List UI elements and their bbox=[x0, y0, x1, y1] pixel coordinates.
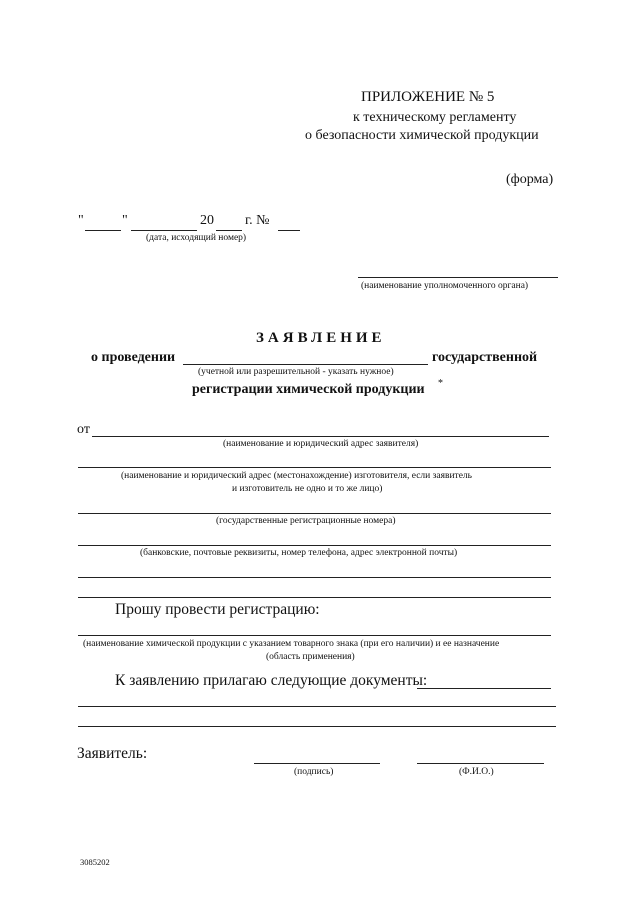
regulation-line-1: к техническому регламенту bbox=[353, 110, 517, 125]
full-name-field[interactable] bbox=[417, 763, 544, 764]
registration-numbers-field[interactable] bbox=[78, 513, 551, 514]
signature-field[interactable] bbox=[254, 763, 380, 764]
from-label: от bbox=[77, 422, 90, 437]
date-year-field[interactable] bbox=[216, 230, 242, 231]
attachments-line-1[interactable] bbox=[78, 706, 556, 707]
signature-caption: (подпись) bbox=[294, 767, 334, 777]
document-code: 3085202 bbox=[80, 857, 110, 867]
appendix-title: ПРИЛОЖЕНИЕ № 5 bbox=[361, 89, 495, 105]
manufacturer-caption-line1: (наименование и юридический адрес (местонахождение) изготовителя, если заявитель bbox=[121, 471, 472, 481]
regulation-line-2: о безопасности химической продукции bbox=[305, 128, 539, 143]
product-caption-line1: (наименование химической продукции с указанием товарного знака (при его наличии) и ее назначение bbox=[83, 639, 500, 649]
date-day-field[interactable] bbox=[85, 230, 121, 231]
registration-type-field[interactable] bbox=[183, 364, 428, 365]
attachments-field-inline[interactable] bbox=[417, 688, 551, 689]
date-month-field[interactable] bbox=[131, 230, 197, 231]
applicant-label: Заявитель: bbox=[77, 745, 148, 762]
registration-type-caption: (учетной или разрешительной - указать нужное) bbox=[198, 367, 394, 377]
footnote-mark: * bbox=[438, 378, 443, 389]
number-label: г. № bbox=[245, 213, 270, 228]
date-quote-close: " bbox=[122, 213, 128, 228]
date-caption: (дата, исходящий номер) bbox=[146, 233, 247, 243]
title-line1-suffix: государственной bbox=[432, 350, 538, 365]
product-caption-line2: (область применения) bbox=[266, 652, 355, 662]
extra-line-2[interactable] bbox=[78, 597, 551, 598]
registration-numbers-caption: (государственные регистрационные номера) bbox=[216, 516, 396, 526]
outgoing-number-field[interactable] bbox=[278, 230, 300, 231]
authority-caption: (наименование уполномоченного органа) bbox=[361, 281, 529, 291]
product-field[interactable] bbox=[78, 635, 551, 636]
request-text: Прошу провести регистрацию: bbox=[115, 601, 320, 618]
manufacturer-caption-line2: и изготовитель не одно и то же лицо) bbox=[232, 484, 383, 494]
form-label: (форма) bbox=[506, 172, 554, 187]
full-name-caption: (Ф.И.О.) bbox=[459, 767, 494, 777]
manufacturer-field[interactable] bbox=[78, 467, 551, 468]
document-title: ЗАЯВЛЕНИЕ bbox=[256, 330, 386, 346]
bank-details-caption: (банковские, почтовые реквизиты, номер телефона, адрес электронной почты) bbox=[140, 548, 458, 558]
title-line2: регистрации химической продукции bbox=[192, 382, 425, 397]
applicant-field[interactable] bbox=[92, 436, 549, 437]
extra-line-1[interactable] bbox=[78, 577, 551, 578]
applicant-caption: (наименование и юридический адрес заявителя) bbox=[223, 439, 419, 449]
attachments-text: К заявлению прилагаю следующие документы: bbox=[115, 672, 428, 689]
bank-details-field[interactable] bbox=[78, 545, 551, 546]
title-line1-prefix: о проведении bbox=[91, 350, 176, 365]
date-year-prefix: 20 bbox=[200, 213, 214, 228]
attachments-line-2[interactable] bbox=[78, 726, 556, 727]
authority-field[interactable] bbox=[358, 277, 558, 278]
date-quote-open: " bbox=[78, 213, 84, 228]
